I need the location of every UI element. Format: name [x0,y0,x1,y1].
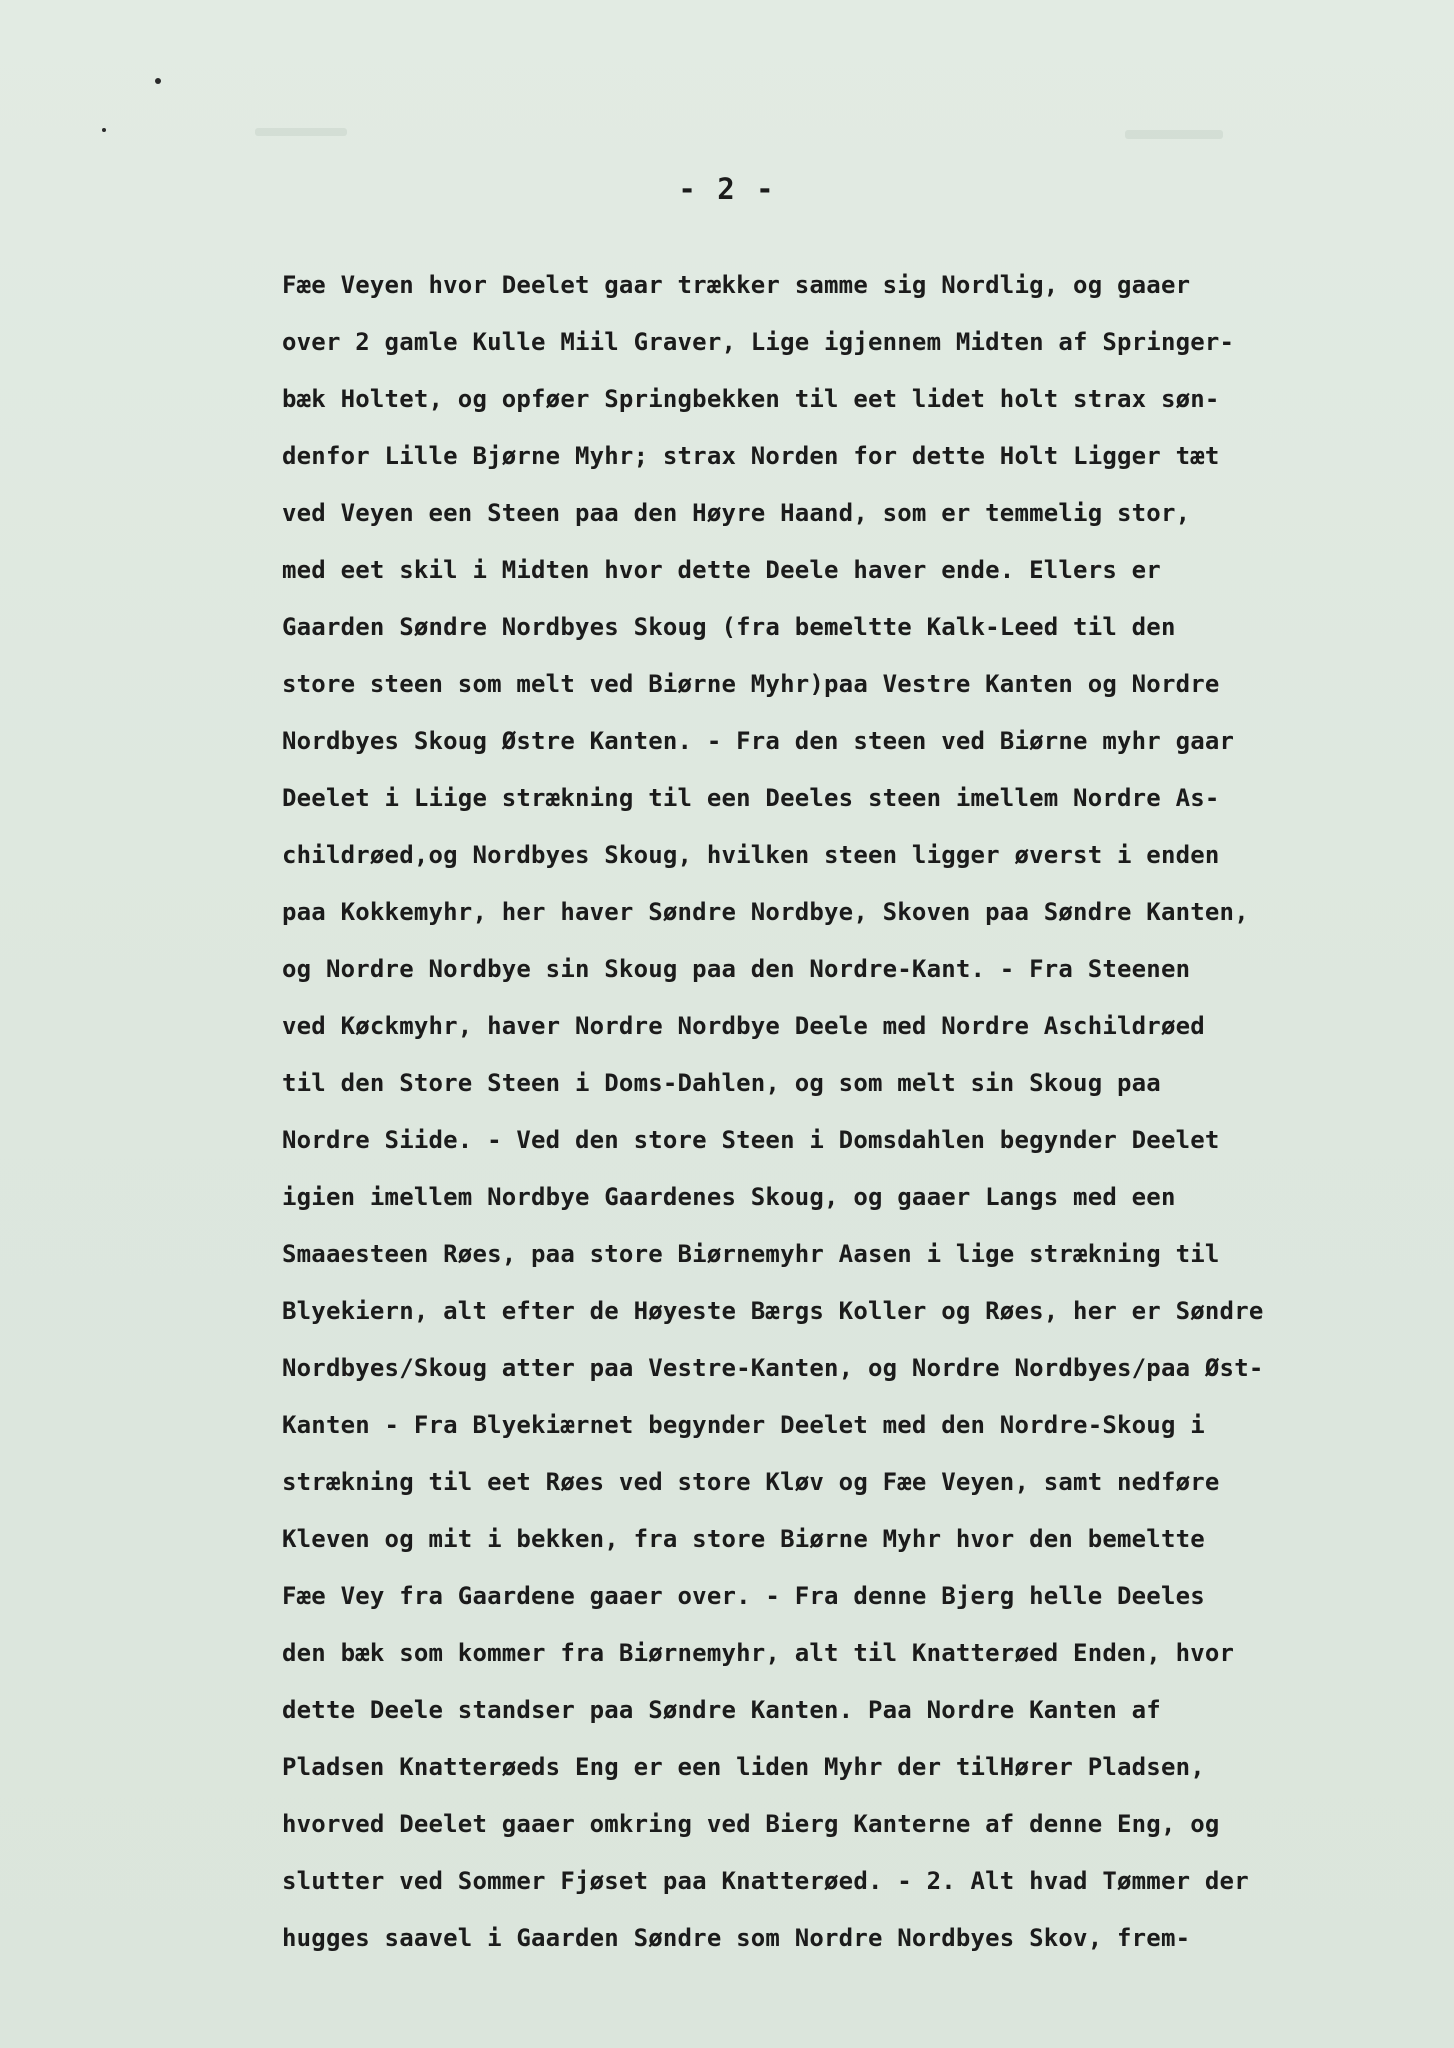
text-line: hugges saavel i Gaarden Søndre som Nordre Nordbyes Skov, frem- [282,1924,1191,1952]
text-line: Nordre Siide. - Ved den store Steen i Domsdahlen begynder Deelet [282,1126,1220,1154]
text-line: den bæk som kommer fra Biørnemyhr, alt til Knatterøed Enden, hvor [282,1639,1235,1667]
text-line: ved Køckmyhr, haver Nordre Nordbye Deele med Nordre Aschildrøed [282,1012,1205,1040]
text-line: over 2 gamle Kulle Miil Graver, Lige igjennem Midten af Springer- [282,328,1235,356]
text-line: Blyekiern, alt efter de Høyeste Bærgs Koller og Røes, her er Søndre [282,1297,1264,1325]
text-line: paa Kokkemyhr, her haver Søndre Nordbye, Skoven paa Søndre Kanten, [282,898,1249,926]
text-line: Kleven og mit i bekken, fra store Biørne Myhr hvor den bemeltte [282,1525,1205,1553]
text-line: hvorved Deelet gaaer omkring ved Bierg Kanterne af denne Eng, og [282,1810,1220,1838]
text-line: Pladsen Knatterøeds Eng er een liden Myhr der tilHører Pladsen, [282,1753,1205,1781]
document-body [282,257,1432,1967]
text-line: Nordbyes/Skoug atter paa Vestre-Kanten, og Nordre Nordbyes/paa Øst- [282,1354,1264,1382]
text-line: igien imellem Nordbye Gaardenes Skoug, og gaaer Langs med een [282,1183,1176,1211]
text-line: Fæe Veyen hvor Deelet gaar trækker samme sig Nordlig, og gaaer [282,271,1191,299]
text-line: Kanten - Fra Blyekiærnet begynder Deelet med den Nordre-Skoug i [282,1411,1205,1439]
text-line: denfor Lille Bjørne Myhr; strax Norden for dette Holt Ligger tæt [282,442,1220,470]
text-line: strækning til eet Røes ved store Kløv og Fæe Veyen, samt nedføre [282,1468,1220,1496]
text-line: ved Veyen een Steen paa den Høyre Haand, som er temmelig stor, [282,499,1191,527]
text-line: slutter ved Sommer Fjøset paa Knatterøed. - 2. Alt hvad Tømmer der [282,1867,1249,1895]
ink-speck [155,78,161,84]
text-line: store steen som melt ved Biørne Myhr)paa Vestre Kanten og Nordre [282,670,1220,698]
paper-smudge [1125,130,1223,139]
text-line: og Nordre Nordbye sin Skoug paa den Nordre-Kant. - Fra Steenen [282,955,1191,983]
text-line: Deelet i Liige strækning til een Deeles steen imellem Nordre As- [282,784,1220,812]
text-line: bæk Holtet, og opføer Springbekken til eet lidet holt strax søn- [282,385,1220,413]
text-line: Fæe Vey fra Gaardene gaaer over. - Fra denne Bjerg helle Deeles [282,1582,1205,1610]
text-line: med eet skil i Midten hvor dette Deele haver ende. Ellers er [282,556,1161,584]
text-line: til den Store Steen i Doms-Dahlen, og som melt sin Skoug paa [282,1069,1161,1097]
text-line: dette Deele standser paa Søndre Kanten. Paa Nordre Kanten af [282,1696,1161,1724]
page-number: - 2 - [678,172,776,206]
text-line: childrøed,og Nordbyes Skoug, hvilken steen ligger øverst i enden [282,841,1220,869]
ink-speck [102,128,106,132]
paper-smudge [255,128,347,136]
text-line: Nordbyes Skoug Østre Kanten. - Fra den steen ved Biørne myhr gaar [282,727,1235,755]
text-line: Gaarden Søndre Nordbyes Skoug (fra bemeltte Kalk-Leed til den [282,613,1176,641]
text-line: Smaaesteen Røes, paa store Biørnemyhr Aasen i lige strækning til [282,1240,1220,1268]
